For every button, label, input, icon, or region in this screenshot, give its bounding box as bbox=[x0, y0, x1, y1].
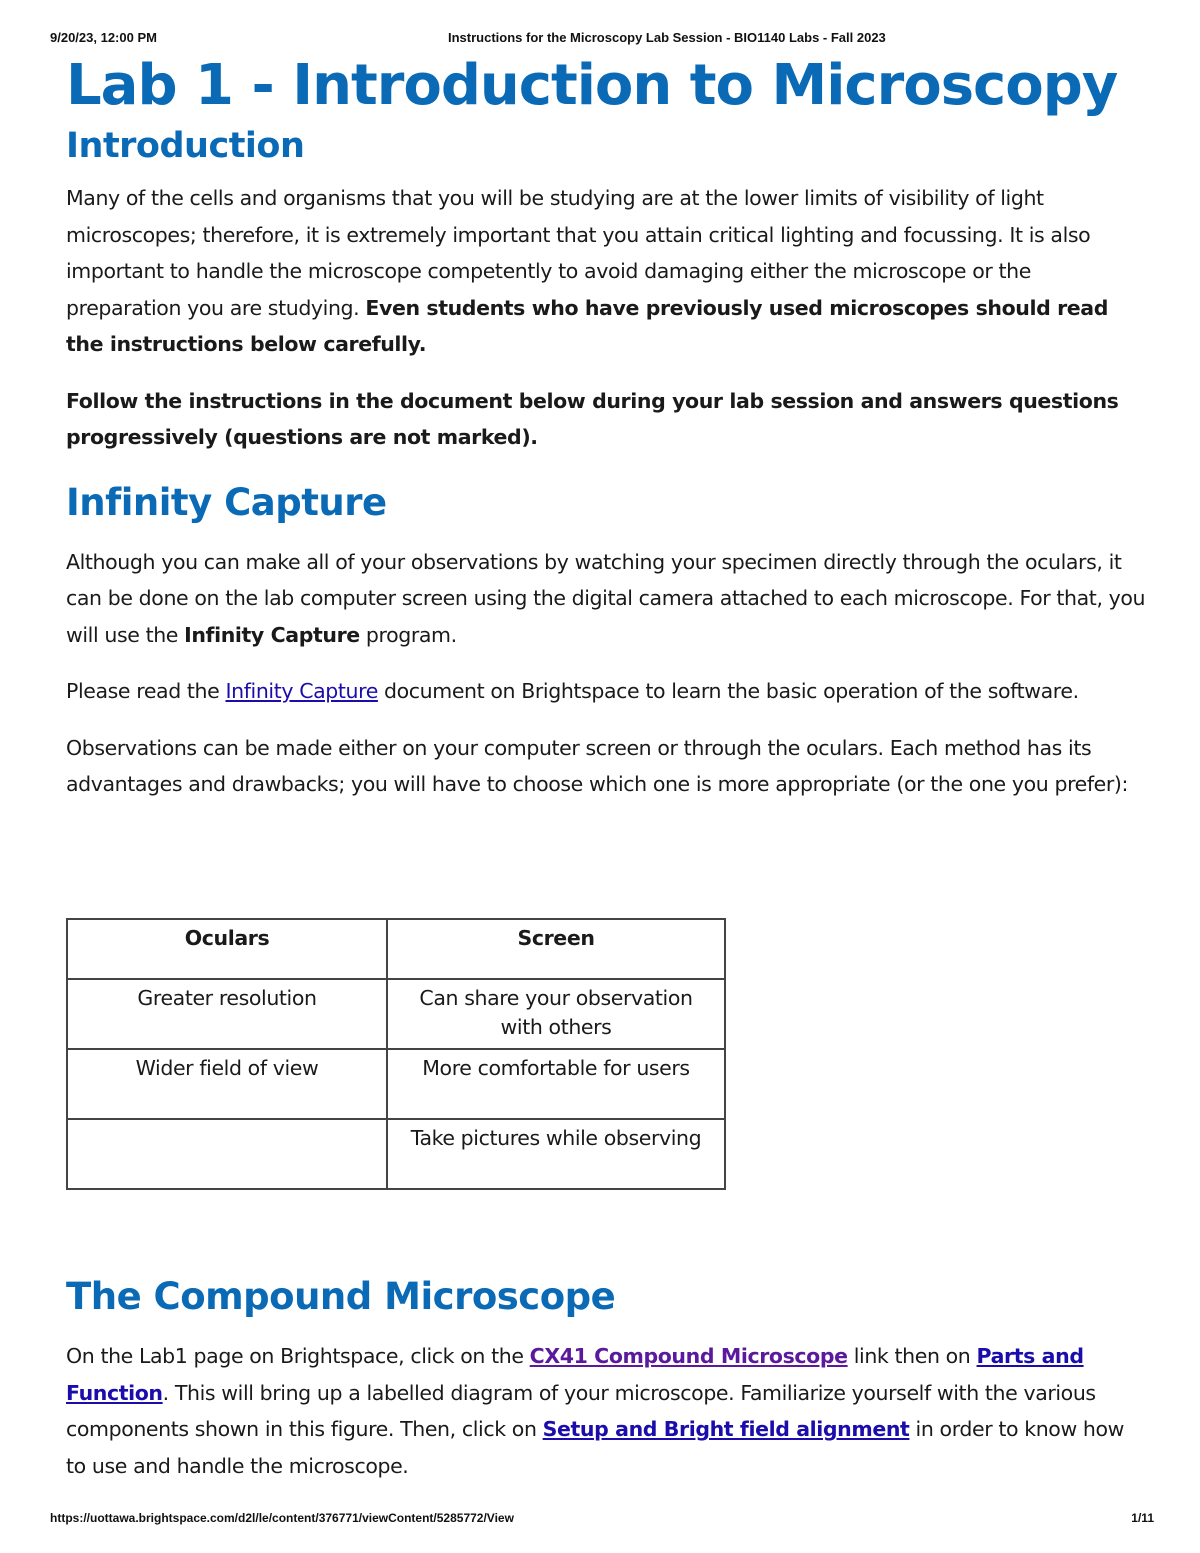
table-cell: Can share your observation with others bbox=[387, 979, 725, 1049]
infinity-capture-link[interactable]: Infinity Capture bbox=[225, 679, 378, 703]
print-page-number: 1/11 bbox=[1131, 1511, 1154, 1525]
comparison-table bbox=[66, 918, 726, 1190]
infinity-p1-bold: Infinity Capture bbox=[184, 622, 360, 647]
page-title: Lab 1 - Introduction to Microscopy bbox=[66, 53, 1118, 118]
infinity-p2-a: Please read the bbox=[66, 679, 226, 703]
cx41-compound-microscope-link[interactable]: CX41 Compound Microscope bbox=[529, 1344, 848, 1368]
compound-paragraph bbox=[66, 1338, 1146, 1484]
table-header-oculars: Oculars bbox=[67, 919, 387, 979]
print-datetime: 9/20/23, 12:00 PM bbox=[50, 30, 157, 45]
print-footer bbox=[50, 1511, 1154, 1531]
compound-p-b: link then on bbox=[847, 1344, 977, 1368]
compound-p-d: in order to know how to use and handle the microscope. bbox=[66, 1417, 1125, 1478]
table-row bbox=[67, 979, 725, 1049]
introduction-p2-bold: Follow the instructions in the document below during your lab session and answers questions progressively (questions are not marked). bbox=[66, 388, 1119, 449]
print-header bbox=[50, 30, 1154, 50]
infinity-p1-b: program. bbox=[359, 622, 457, 647]
infinity-p2-b: document on Brightspace to learn the basic operation of the software. bbox=[377, 679, 1079, 703]
introduction-p1-bold: Even students who have previously used microscopes should read the instructions below carefully. bbox=[66, 295, 1109, 356]
print-url: https://uottawa.brightspace.com/d2l/le/content/376771/viewContent/5285772/View bbox=[50, 1511, 514, 1525]
infinity-paragraph-1 bbox=[66, 544, 1146, 654]
table-row bbox=[67, 1049, 725, 1119]
introduction-p1-text: Many of the cells and organisms that you will be studying are at the lower limits of visibility of light microscopes; therefore, it is extremely important that you attain critical lighting and focussing. It is also important to handle the microscope competently to avoid damaging either the microscope or the preparation you are studying. bbox=[66, 186, 1091, 320]
compound-microscope-heading: The Compound Microscope bbox=[66, 1275, 616, 1318]
table-cell: Take pictures while observing bbox=[387, 1119, 725, 1189]
compound-section bbox=[66, 1272, 1146, 1484]
introduction-paragraph-1 bbox=[66, 180, 1146, 363]
table-header-screen: Screen bbox=[387, 919, 725, 979]
print-doc-title: Instructions for the Microscopy Lab Session - BIO1140 Labs - Fall 2023 bbox=[448, 30, 886, 45]
table-cell: Greater resolution bbox=[67, 979, 387, 1049]
setup-bright-field-alignment-link[interactable]: Setup and Bright field alignment bbox=[542, 1417, 910, 1441]
introduction-paragraph-2 bbox=[66, 383, 1146, 456]
table-cell: Wider field of view bbox=[67, 1049, 387, 1119]
parts-and-function-link[interactable]: Parts and Function bbox=[66, 1344, 1084, 1405]
document-content bbox=[66, 48, 1146, 803]
table-cell: More comfortable for users bbox=[387, 1049, 725, 1119]
table-header-row bbox=[67, 919, 725, 979]
compound-p-c: . This will bring up a labelled diagram of your microscope. Familiarize yourself with the various components shown in this figure. Then, click on bbox=[66, 1380, 1096, 1441]
table-cell bbox=[67, 1119, 387, 1189]
infinity-p1-a: Although you can make all of your observations by watching your specimen directly through the oculars, it can be done on the lab computer screen using the digital camera attached to each microscope. For that, you will use the bbox=[66, 549, 1146, 647]
compound-p-a: On the Lab1 page on Brightspace, click on the bbox=[66, 1344, 530, 1368]
infinity-paragraph-3: Observations can be made either on your computer screen or through the oculars. Each method has its advantages and drawbacks; you will have to choose which one is more appropriate (or the one you prefer): bbox=[66, 735, 1129, 796]
introduction-heading: Introduction bbox=[66, 126, 305, 166]
infinity-paragraph-2 bbox=[66, 673, 1146, 710]
table-row bbox=[67, 1119, 725, 1189]
infinity-capture-heading: Infinity Capture bbox=[66, 480, 387, 524]
